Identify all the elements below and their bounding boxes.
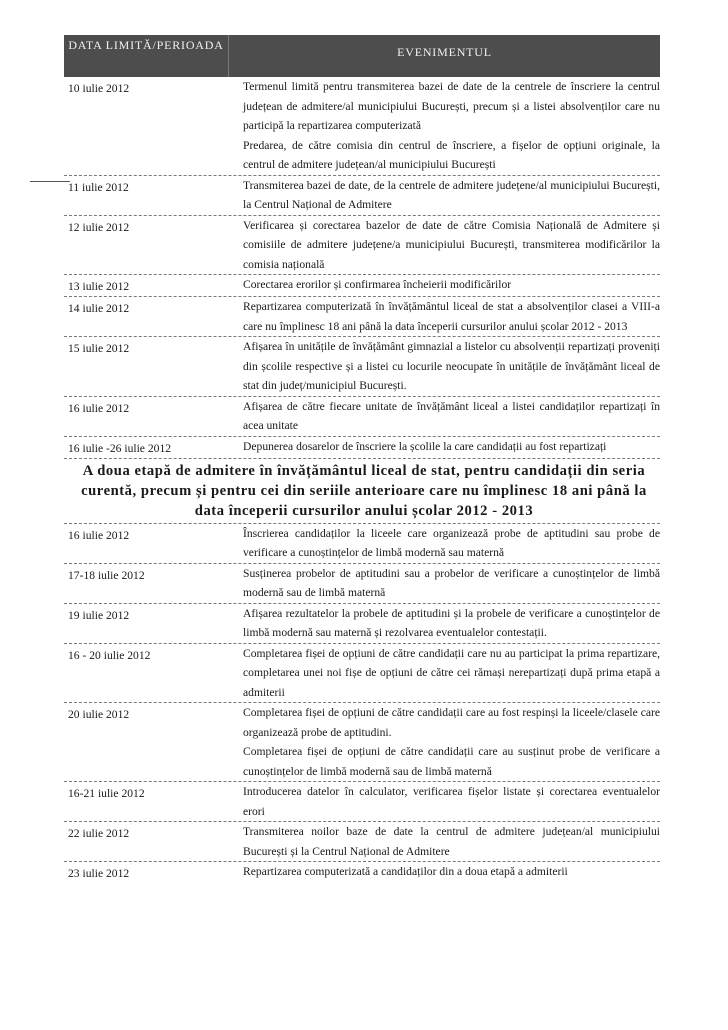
- event-text: Repartizarea computerizată a candidaților din a doua etapă a admiterii: [243, 865, 568, 878]
- row-date: 11 iulie 2012: [68, 180, 129, 194]
- row-events: [241, 176, 660, 215]
- table-row: [64, 215, 660, 275]
- row-date: 17-18 iulie 2012: [68, 568, 145, 582]
- row-events: [241, 564, 660, 603]
- row-events: [241, 77, 660, 175]
- row-events: [241, 703, 660, 781]
- event-text: Completarea fișei de opțiuni de către candidații care nu au participat la prima repartizare, completarea unei noi fișe de opțiuni de către cei rămași nerepartizați după prima etapă a admiterii: [243, 646, 660, 699]
- header-event-column: EVENIMENTUL: [397, 45, 492, 59]
- row-events: [241, 437, 660, 458]
- row-events: [241, 216, 660, 275]
- event-text: Transmiterea noilor baze de date la centrul de admitere județean/al municipiului București și la Centrul Național de Admitere: [243, 825, 660, 858]
- table-row: [64, 821, 660, 861]
- row-date: 14 iulie 2012: [68, 302, 130, 315]
- event-text: Termenul limită pentru transmiterea bazei de date de la centrele de înscriere la centrul județean de admitere/al municipiului București, precum și a listei absolvenților care nu participă la repartizarea computerizată: [243, 80, 660, 132]
- section-title-line: curentă, precum și pentru cei din seriile anterioare care nu împlinesc 18 ani până la: [81, 482, 647, 499]
- row-events: [241, 297, 660, 336]
- table-row: [64, 603, 660, 643]
- table-row: [64, 175, 660, 215]
- section-title-line: A doua etapă de admitere în învățământul liceal de stat, pentru candidații din seria: [82, 462, 646, 479]
- table-row: [64, 336, 660, 396]
- row-events: [241, 782, 660, 821]
- event-text: Introducerea datelor în calculator, verificarea fișelor listate și corectarea eventualelor erori: [243, 785, 660, 818]
- row-date: 20 iulie 2012: [68, 708, 130, 721]
- row-events: [241, 275, 660, 296]
- row-date: 13 iulie 2012: [68, 280, 130, 293]
- row-date: 16 iulie -26 iulie 2012: [68, 441, 172, 455]
- event-text: Depunerea dosarelor de înscriere la școlile la care candidații au fost repartizați: [243, 439, 607, 453]
- event-text: Afișarea rezultatelor la probele de aptitudini și la probele de verificare a cunoștințelor de limbă modernă sau maternă și rezolvarea eventualelor contestații.: [243, 606, 660, 639]
- row-date: 15 iulie 2012: [68, 342, 130, 355]
- table-header: [64, 35, 660, 77]
- event-text: Corectarea erorilor și confirmarea încheierii modificărilor: [243, 278, 512, 291]
- event-text: Afișarea în unitățile de învățământ gimnazial a listelor cu absolvenții repartizați proveniți din școlile respective și a listei cu locurile neocupate în unitățile de învățământ liceal de stat din județ/municipiul București.: [243, 340, 660, 392]
- table-row: [64, 77, 660, 175]
- row-events: [241, 862, 660, 883]
- event-text: Susținerea probelor de aptitudini sau a probelor de verificare a cunoștințelor de limbă modernă sau de limbă maternă: [243, 566, 660, 599]
- section-title-line: data începerii cursurilor anului școlar 2012 - 2013: [194, 502, 534, 519]
- table-row: [64, 861, 660, 883]
- row-events: [241, 524, 660, 563]
- row-events: [241, 397, 660, 436]
- event-text: Verificarea și corectarea bazelor de date de către Comisia Națională de Admitere și comisiile de admitere județene/a municipiului București, transmiterea modificărilor la comisia națională: [243, 218, 660, 271]
- row-date: 12 iulie 2012: [68, 220, 130, 234]
- row-events: [241, 822, 660, 861]
- row-events: [241, 337, 660, 396]
- row-date: 23 iulie 2012: [68, 867, 130, 880]
- table-row: [64, 274, 660, 296]
- row-events: [241, 644, 660, 703]
- table-row: [64, 523, 660, 563]
- row-events: [241, 604, 660, 643]
- event-text: Predarea, de către comisia din centrul de înscriere, a fișelor de opțiuni originale, la centrul de admitere județean/al municipiului București: [243, 138, 660, 171]
- header-date-column: DATA LIMITĂ/PERIOADA: [64, 35, 229, 77]
- event-text: Completarea fișei de opțiuni de către candidații care au susținut probe de verificare a cunoștințelor de limbă modernă sau de limbă maternă: [243, 745, 660, 778]
- table-row: [64, 702, 660, 781]
- section-title: [64, 458, 660, 523]
- row-date: 16 iulie 2012: [68, 528, 130, 542]
- table-row: [64, 563, 660, 603]
- row-date: 10 iulie 2012: [68, 82, 130, 95]
- table-row: [64, 781, 660, 821]
- schedule-table: [64, 35, 660, 883]
- event-text: Transmiterea bazei de date, de la centrele de admitere județene/al municipiului București, la Centrul Național de Admitere: [243, 178, 660, 211]
- row-date: 16 iulie 2012: [68, 401, 130, 415]
- table-row: [64, 643, 660, 703]
- table-row: [64, 436, 660, 458]
- event-text: Repartizarea computerizată în învățământul liceal de stat a absolvenților clasei a VIII-a care nu împlinesc 18 ani până la data începerii cursurilor anului școlar 2012 - 2013: [243, 300, 660, 333]
- event-text: Înscrierea candidaților la liceele care organizează probe de aptitudini sau probe de verificare a cunoștințelor de limbă modernă sau maternă: [243, 526, 660, 559]
- table-row: [64, 296, 660, 336]
- table-row: [64, 396, 660, 436]
- event-text: Completarea fișei de opțiuni de către candidații care au fost respinși la liceele/clasele care organizează probe de aptitudini.: [243, 706, 660, 739]
- row-date: 16-21 iulie 2012: [68, 787, 145, 800]
- table-body-part2: [64, 523, 660, 884]
- table-body-part1: [64, 77, 660, 458]
- row-date: 16 - 20 iulie 2012: [68, 648, 151, 662]
- event-text: Afișarea de către fiecare unitate de învățământ liceal a listei candidaților repartizați în acea unitate: [243, 399, 660, 432]
- row-date: 19 iulie 2012: [68, 608, 130, 622]
- row-date: 22 iulie 2012: [68, 827, 130, 840]
